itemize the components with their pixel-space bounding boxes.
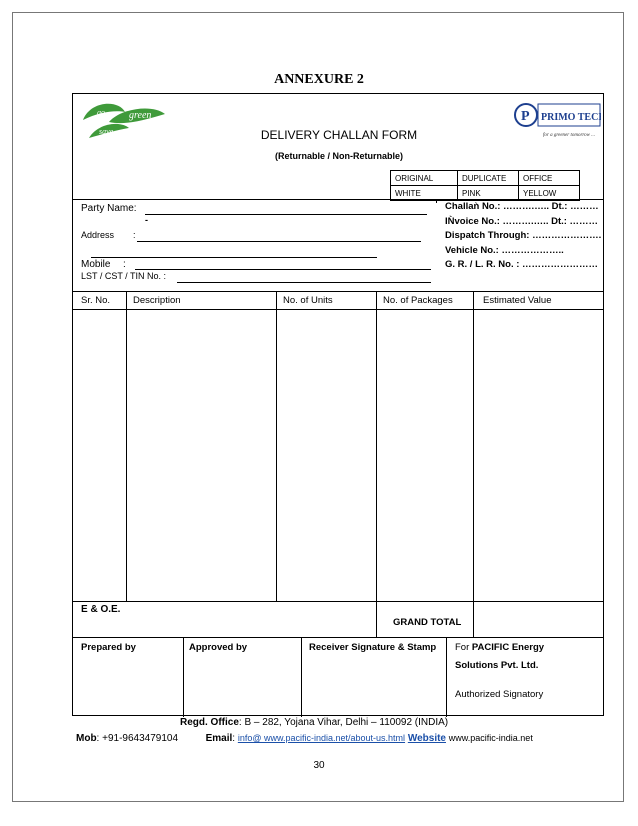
regd-office-label: Regd. Office — [180, 717, 239, 728]
svg-text:for a greener tomorrow ...: for a greener tomorrow ... — [543, 133, 595, 138]
company-line2: Solutions Pvt. Ltd. — [455, 660, 539, 671]
approved-by: Approved by — [189, 642, 248, 653]
items-bottom-border — [73, 601, 603, 602]
party-dot: - — [145, 215, 148, 225]
col-packages: No. of Packages — [383, 295, 453, 306]
svg-text:save: save — [99, 127, 114, 136]
lst-label: LST / CST / TIN No. : — [81, 271, 167, 281]
authorized-signatory: Authorized Signatory — [455, 689, 544, 700]
website-value: www.pacific-india.net — [448, 733, 533, 743]
mobile-colon: : — [123, 259, 126, 270]
email-link[interactable]: info@ www.pacific-india.net/about-us.html — [237, 733, 406, 743]
sig-line-1 — [183, 637, 184, 717]
address-field-line2[interactable] — [91, 257, 377, 258]
email-colon: : — [232, 733, 238, 744]
for-company — [455, 642, 544, 653]
col-line-1 — [126, 291, 127, 601]
copy-color-table — [390, 170, 580, 201]
mob-label: Mob — [76, 733, 97, 744]
copy-color-pink: PINK — [458, 186, 519, 201]
col-sr-no: Sr. No. — [81, 295, 111, 306]
col-estimated-value: Estimated Value — [483, 295, 552, 306]
eoe-label: E & O.E. — [81, 604, 121, 615]
regd-office-line — [180, 717, 448, 728]
mobile-label: Mobile — [81, 259, 111, 270]
challan-no: Challaǹ No.: ……….….. Dt.: ……… — [445, 201, 599, 212]
dispatch-through: Dispatch Through: …………………. — [445, 230, 602, 241]
header-row-border — [73, 309, 603, 310]
address-colon: : — [133, 230, 136, 240]
website-label[interactable]: Website — [407, 733, 446, 744]
col-description: Description — [133, 295, 181, 306]
sig-line-3 — [446, 637, 447, 717]
copy-label-office: OFFICE — [519, 171, 580, 186]
challan-divider — [436, 199, 437, 203]
gr-lr-no: G. R. / L. R. No. : …………………… — [445, 259, 599, 270]
items-top-border — [73, 291, 603, 292]
form-title: DELIVERY CHALLAN FORM — [260, 128, 418, 142]
receiver-signature: Receiver Signature & Stamp — [309, 642, 437, 653]
col-units: No. of Units — [283, 295, 333, 306]
col-line-2 — [276, 291, 277, 601]
form-subtitle: (Returnable / Non-Returnable) — [274, 151, 403, 161]
copy-label-duplicate: DUPLICATE — [458, 171, 519, 186]
company-line1: PACIFIC Energy — [471, 642, 545, 653]
svg-text:PRIMO TECH: PRIMO TECH — [541, 112, 601, 123]
prepared-by: Prepared by — [81, 642, 136, 653]
for-prefix: For — [455, 642, 472, 653]
sig-line-2 — [301, 637, 302, 717]
col-line-3 — [376, 291, 377, 637]
lst-field[interactable] — [177, 282, 431, 283]
page-number: 30 — [313, 760, 325, 771]
svg-text:P: P — [521, 109, 530, 124]
email-label: Email — [205, 733, 233, 744]
vehicle-no: Vehicle No.: ……………….. — [445, 245, 564, 256]
svg-text:go: go — [97, 108, 105, 117]
copy-color-white: WHITE — [391, 186, 458, 201]
address-field-line1[interactable] — [137, 241, 421, 242]
grand-total-label: GRAND TOTAL — [393, 617, 462, 628]
contact-line — [76, 733, 533, 744]
mob-value: : +91-9643479104 — [96, 733, 179, 744]
invoice-no: IǸvoice No.: ……….….. Dt.: ……… — [445, 216, 599, 227]
copy-color-yellow: YELLOW — [519, 186, 580, 201]
mobile-field[interactable] — [135, 269, 431, 270]
party-name-label: Party Name: — [81, 203, 137, 214]
col-line-4 — [473, 291, 474, 637]
party-name-field[interactable] — [145, 214, 427, 215]
address-label: Address — [81, 230, 115, 240]
signature-top-border — [73, 637, 603, 638]
svg-text:green: green — [129, 110, 152, 121]
delivery-challan-form — [72, 93, 604, 716]
copy-label-original: ORIGINAL — [391, 171, 458, 186]
regd-office-address: : B – 282, Yojana Vihar, Delhi – 110092 (INDIA) — [238, 717, 449, 728]
annexure-title: ANNEXURE 2 — [274, 72, 364, 87]
header-divider — [73, 199, 603, 200]
